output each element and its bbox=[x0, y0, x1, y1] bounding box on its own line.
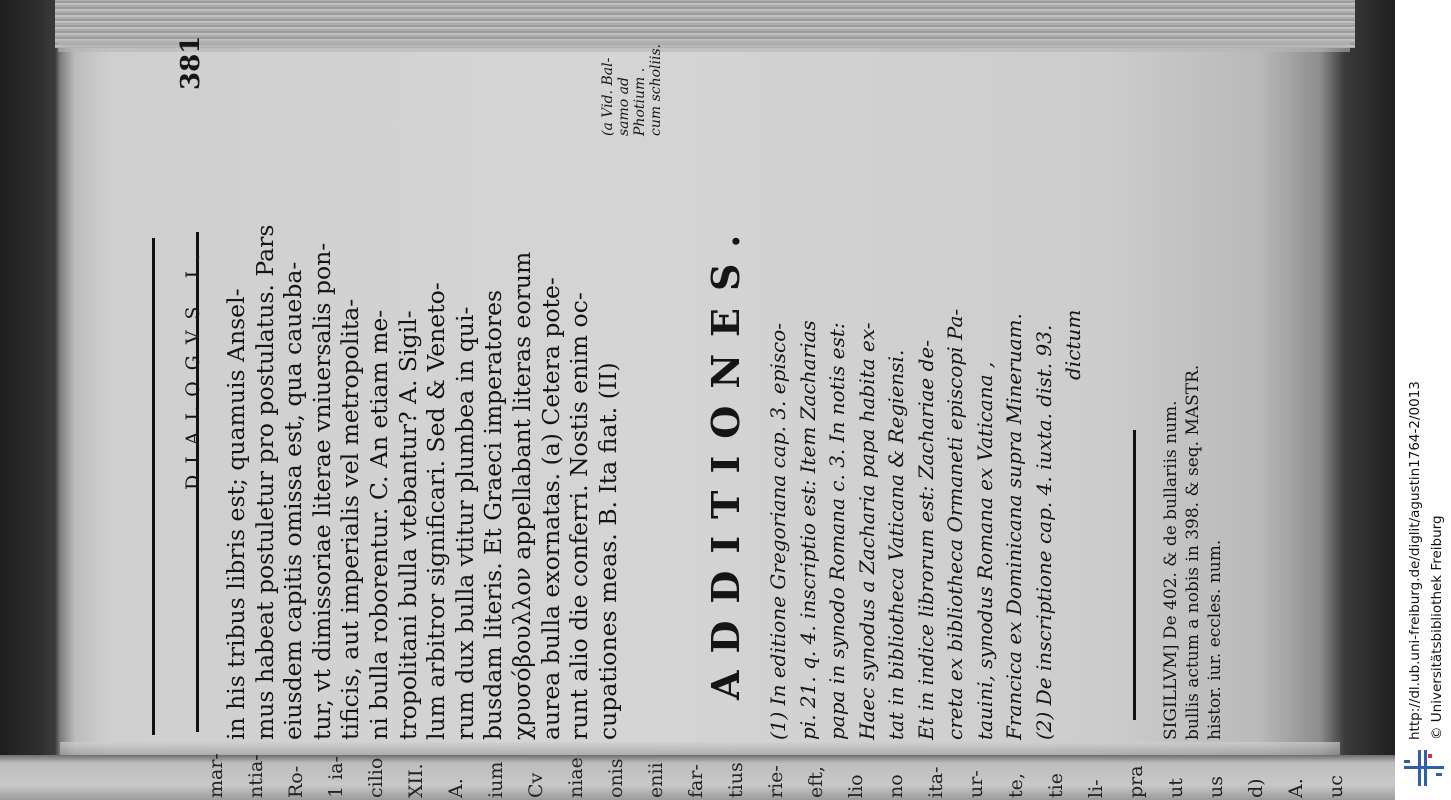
footnote-rule bbox=[1133, 430, 1136, 720]
prev-page-fragment: Cv bbox=[525, 772, 547, 798]
prev-page-fragment: te, bbox=[1005, 773, 1027, 798]
additions-line: pi. 21. q. 4. inscriptio est: Item Zacharias bbox=[795, 320, 820, 740]
prev-page-fragment: ium bbox=[485, 761, 507, 798]
text-line: busdam literis. Et Graeci imperatores bbox=[479, 289, 508, 740]
footnote-line: bullis actum a nobis in 398. & seq. MASTR. bbox=[1183, 364, 1203, 740]
marginal-line: cum scholiis. bbox=[648, 43, 664, 136]
text-line: in his tribus libris est; quamuis Ansel- bbox=[222, 288, 250, 740]
text-line: tur, vt dimissoriae literae vniuersalis pon- bbox=[307, 242, 336, 740]
prev-page-fragment: us bbox=[1205, 776, 1227, 798]
prev-page-fragment: onis bbox=[605, 758, 627, 798]
prev-page-fragment: d) bbox=[1245, 778, 1267, 798]
additions-line: dictum bbox=[1061, 309, 1085, 380]
sidebar-text bbox=[1404, 10, 1448, 740]
prev-page-fragment: ut bbox=[1165, 778, 1187, 798]
footnote-line: SIGILLVM] De 402. & de bullariis num. bbox=[1161, 400, 1181, 740]
additions-line: (1) In editione Gregoriana cap. 3. episco- bbox=[766, 322, 790, 740]
prev-page-fragment: ita- bbox=[925, 766, 947, 798]
footnote bbox=[1160, 80, 1226, 740]
text-line: runt alio die conferri. Nostis enim oc- bbox=[565, 292, 594, 740]
prev-page-fragment: niae bbox=[565, 757, 587, 798]
text-line: cupationes meas. B. Ita fiat. (II) bbox=[593, 362, 622, 740]
prev-page-fragment: XII. bbox=[405, 763, 427, 798]
prev-page-fragment: Ro- bbox=[285, 765, 307, 798]
ub-freiburg-logo-icon bbox=[1402, 748, 1444, 788]
additions-line: tat in bibliotheca Vaticana & Regiensi. bbox=[884, 349, 908, 740]
prev-page-fragment: cilio bbox=[365, 757, 387, 798]
prev-page-fragment: mar- bbox=[205, 753, 227, 798]
additions-line: Haec synodus a Zacharia papa habita ex- bbox=[854, 322, 879, 740]
prev-page-fragment: no bbox=[885, 774, 907, 798]
prev-page-fragment: 1 ia- bbox=[325, 756, 347, 798]
prev-page-fragment: tie bbox=[1045, 773, 1067, 798]
text-line: ni bulla roborentur. C. An etiam me- bbox=[364, 309, 393, 740]
additions-line: creta ex bibliotheca Ormaneti episcopi Pa- bbox=[943, 308, 967, 740]
prev-page-fragment: eft, bbox=[805, 766, 827, 798]
prev-page-fragment: li- bbox=[1085, 779, 1107, 798]
footnote-line: histor. iur. eccles. num. bbox=[1205, 539, 1225, 740]
page-edge-shadow bbox=[58, 40, 1350, 52]
prev-page-fragment: pra bbox=[1125, 765, 1147, 798]
marginal-line: (a Vid. Bal- bbox=[600, 57, 616, 136]
marginal-line: samo ad bbox=[616, 77, 632, 136]
prev-page-fragment: A. bbox=[1285, 778, 1307, 798]
text-line: tificis, aut imperialis vel metropolita- bbox=[336, 298, 365, 740]
text-line: rum dux bulla vtitur plumbea in qui- bbox=[450, 306, 479, 740]
additions-line: (2) De inscriptione cap. 4. iuxta. dist. 93. bbox=[1031, 324, 1056, 740]
source-url[interactable]: http://dl.ub.uni-freiburg.de/diglit/agustin1764-2/0013 bbox=[1407, 381, 1423, 740]
marginal-note bbox=[600, 0, 664, 136]
prev-page-fragment: A. bbox=[445, 778, 467, 798]
additions-line: Francica ex Dominicana supra Mineruam. bbox=[1002, 313, 1026, 740]
text-line: mus habeat postuletur pro postulatus. Pars bbox=[250, 224, 279, 740]
running-header bbox=[176, 35, 212, 660]
prev-page-fragment: tius bbox=[725, 762, 747, 798]
text-line: lum arbitror significari. Sed & Veneto- bbox=[422, 282, 451, 740]
text-line: aurea bulla exornatas. (a) Cetera pote- bbox=[536, 277, 565, 740]
text-line: tropolitani bulla vtebantur? A. Sigil- bbox=[393, 310, 422, 740]
additions-line: papa in synodo Romana c. 3. In notis est: bbox=[825, 322, 849, 740]
prev-page-fragment: ntia- bbox=[245, 754, 267, 798]
additions-line: Et in indice librorum est: Zachariae de- bbox=[913, 340, 938, 740]
additions-text bbox=[764, 130, 1089, 740]
text-line: eiusdem capitis omissa est, qua caueba- bbox=[279, 261, 308, 740]
body-text bbox=[222, 140, 622, 740]
marginal-line: Photium . bbox=[632, 67, 648, 136]
header-rule-1 bbox=[152, 238, 155, 735]
prev-page-fragment: enii bbox=[645, 762, 667, 798]
prev-page-fragment: rie- bbox=[765, 765, 787, 798]
prev-page-fragment: far- bbox=[685, 764, 707, 798]
page-number: 381 bbox=[176, 35, 206, 90]
prev-page-fragment: lio bbox=[845, 774, 867, 798]
running-title: DIALOGVS I. bbox=[182, 242, 204, 490]
copyright-notice: © Universitätsbibliothek Freiburg bbox=[1429, 515, 1445, 740]
additions-line: tauini, synodus Romana ex Vaticana , bbox=[972, 361, 997, 740]
additions-heading: ADDITIONES. bbox=[703, 217, 748, 700]
prev-page-fragment: ur- bbox=[965, 770, 987, 798]
text-line: χρυσόβουλλον appellabant literas eorum bbox=[507, 251, 536, 740]
prev-page-fragment: uc bbox=[1325, 775, 1347, 798]
